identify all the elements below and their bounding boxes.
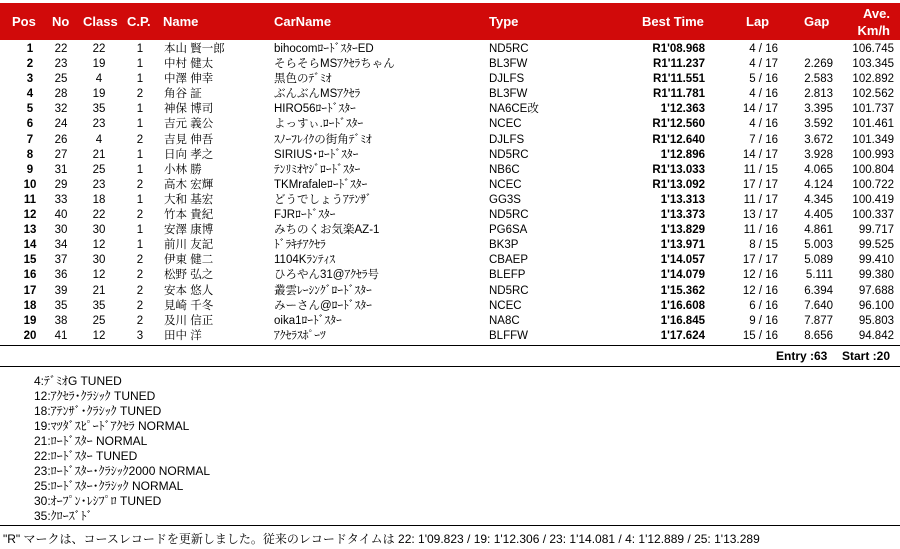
- cell-car: TKMrafaleﾛｰﾄﾞｽﾀｰ: [274, 178, 368, 191]
- cell-car: ｱｸｾﾗｽﾎﾟｰﾂ: [274, 329, 326, 342]
- cell-no: 30: [54, 224, 68, 237]
- cell-pos: 7: [26, 133, 34, 146]
- cell-type: GG3S: [489, 193, 521, 206]
- cell-lap: 11 / 15: [743, 163, 778, 176]
- cell-no: 24: [54, 118, 68, 131]
- cell-name: 安澤 康博: [164, 224, 214, 237]
- cell-class: 35: [92, 299, 106, 312]
- cell-lap: 14 / 17: [742, 103, 778, 116]
- results-table-body: [0, 42, 900, 344]
- cell-gap: 7.640: [804, 299, 833, 312]
- cell-gap: 7.877: [804, 314, 833, 327]
- table-row: [0, 102, 900, 117]
- cell-lap: 13 / 17: [742, 209, 778, 222]
- cell-best: 1'12.363: [660, 103, 705, 116]
- cell-class: 18: [92, 193, 106, 206]
- cell-best: 1'16.608: [660, 299, 705, 312]
- table-row: [0, 117, 900, 132]
- cell-cp: 1: [136, 73, 144, 86]
- table-row: [0, 314, 900, 329]
- cell-best: R1'11.237: [653, 58, 705, 71]
- cell-type: NCEC: [489, 118, 522, 131]
- legend-item: 18:ｱﾃﾝｻﾞ･ｸﾗｼｯｸ TUNED: [34, 404, 162, 418]
- table-row: [0, 238, 900, 253]
- col-carname: CarName: [274, 14, 332, 29]
- cell-no: 36: [54, 269, 68, 282]
- cell-best: 1'12.896: [660, 148, 705, 161]
- cell-type: PG6SA: [489, 224, 528, 237]
- cell-lap: 11 / 16: [743, 224, 778, 237]
- cell-cp: 1: [136, 148, 144, 161]
- cell-gap: 3.672: [804, 133, 833, 146]
- cell-ave: 101.461: [852, 118, 894, 131]
- cell-cp: 2: [136, 178, 144, 191]
- table-row: [0, 87, 900, 102]
- cell-pos: 3: [26, 73, 34, 86]
- cell-car: みーさん@ﾛｰﾄﾞｽﾀｰ: [274, 299, 372, 312]
- cell-pos: 15: [23, 254, 37, 267]
- cell-class: 35: [92, 103, 106, 116]
- cell-ave: 101.737: [852, 103, 894, 116]
- cell-gap: 4.065: [804, 163, 833, 176]
- cell-pos: 16: [23, 269, 37, 282]
- cell-car: 1104Kﾗﾝﾃｨｽ: [274, 254, 336, 267]
- cell-pos: 8: [26, 148, 34, 161]
- cell-lap: 17 / 17: [742, 178, 778, 191]
- cell-best: 1'13.373: [660, 209, 705, 222]
- table-row: [0, 163, 900, 178]
- cell-best: 1'13.971: [660, 239, 705, 252]
- table-row: [0, 178, 900, 193]
- cell-cp: 2: [136, 133, 144, 146]
- legend-item: 25:ﾛｰﾄﾞｽﾀｰ･ｸﾗｼｯｸ NORMAL: [34, 479, 184, 493]
- cell-pos: 19: [23, 314, 37, 327]
- cell-ave: 100.804: [852, 163, 894, 176]
- record-note: "R" マークは、コースレコードを更新しました。従来のレコードタイムは 22: 1'09.823 / 19: 1'12.306 / 23: 1'14.081 / 4: 1'12.889 / 25: 1'13.289: [3, 532, 760, 546]
- legend-item: 30:ｵｰﾌﾟﾝ･ﾚｼﾌﾟﾛ TUNED: [34, 494, 162, 508]
- cell-lap: 17 / 17: [742, 254, 778, 267]
- cell-cp: 2: [136, 314, 144, 327]
- cell-cp: 3: [136, 329, 144, 342]
- cell-best: R1'13.033: [652, 163, 705, 176]
- cell-car: ﾄﾞﾗｷﾁｱｸｾﾗ: [274, 239, 326, 252]
- legend-item: 35:ｸﾛｰｽﾞﾄﾞ: [34, 509, 93, 523]
- cell-ave: 102.562: [852, 88, 894, 101]
- cell-class: 30: [92, 254, 106, 267]
- cell-ave: 95.803: [858, 314, 894, 327]
- cell-gap: 5.003: [804, 239, 833, 252]
- cell-class: 4: [95, 73, 103, 86]
- table-bottom-rule: [0, 345, 900, 346]
- cell-ave: 100.722: [852, 178, 894, 191]
- cell-type: NCEC: [489, 178, 522, 191]
- cell-lap: 7 / 16: [749, 133, 778, 146]
- cell-type: ND5RC: [489, 43, 529, 55]
- cell-gap: 2.269: [804, 58, 833, 71]
- cell-name: 吉見 伸吾: [164, 133, 214, 146]
- cell-no: 28: [54, 88, 68, 101]
- cell-cp: 1: [136, 224, 144, 237]
- cell-type: BLFFW: [489, 329, 528, 342]
- cell-car: ｽﾉｰﾌﾚｲｸの街角ﾃﾞﾐｵ: [274, 133, 372, 146]
- cell-name: 大和 基宏: [164, 193, 214, 206]
- cell-car: よっすぃ.ﾛｰﾄﾞｽﾀｰ: [274, 118, 364, 131]
- results-table-header: [0, 3, 900, 40]
- cell-ave: 106.745: [852, 43, 894, 55]
- cell-car: HIRO56ﾛｰﾄﾞｽﾀｰ: [274, 103, 356, 116]
- cell-lap: 12 / 16: [742, 284, 778, 297]
- cell-class: 21: [92, 284, 106, 297]
- cell-lap: 15 / 16: [742, 329, 778, 342]
- cell-type: NB6C: [489, 163, 520, 176]
- table-row: [0, 208, 900, 223]
- cell-lap: 5 / 16: [749, 73, 778, 86]
- cell-no: 23: [54, 58, 68, 71]
- cell-ave: 99.525: [858, 239, 894, 252]
- cell-gap: 4.861: [804, 224, 833, 237]
- cell-no: 41: [54, 329, 68, 342]
- cell-type: NCEC: [489, 299, 522, 312]
- cell-pos: 5: [26, 103, 34, 116]
- cell-gap: 3.928: [804, 148, 833, 161]
- cell-no: 29: [54, 178, 68, 191]
- table-row: [0, 42, 900, 57]
- cell-no: 40: [54, 209, 68, 222]
- cell-cp: 1: [136, 103, 144, 116]
- col-ave-bottom: Km/h: [857, 23, 890, 38]
- cell-name: 本山 賢一郎: [164, 43, 225, 55]
- cell-cp: 1: [136, 239, 144, 252]
- col-type: Type: [489, 14, 519, 29]
- cell-car: ひろやん31@ｱｸｾﾗ号: [274, 269, 379, 282]
- legend-item: 23:ﾛｰﾄﾞｽﾀｰ･ｸﾗｼｯｸ2000 NORMAL: [34, 464, 211, 478]
- entry-count: Entry :63: [776, 349, 828, 363]
- cell-pos: 17: [23, 284, 37, 297]
- cell-best: 1'14.079: [660, 269, 705, 282]
- col-name: Name: [163, 14, 199, 29]
- cell-gap: 2.813: [804, 88, 833, 101]
- cell-name: 日向 孝之: [164, 148, 214, 161]
- cell-class: 4: [95, 133, 103, 146]
- table-row: [0, 284, 900, 299]
- cell-no: 25: [54, 73, 68, 86]
- cell-no: 38: [54, 314, 68, 327]
- cell-type: ND5RC: [489, 148, 529, 161]
- cell-class: 25: [92, 163, 106, 176]
- cell-best: 1'13.829: [660, 224, 705, 237]
- cell-class: 23: [92, 118, 106, 131]
- cell-class: 21: [92, 148, 106, 161]
- col-pos: Pos: [12, 14, 36, 29]
- cell-gap: 4.405: [804, 209, 833, 222]
- cell-no: 34: [54, 239, 68, 252]
- cell-lap: 6 / 16: [749, 299, 778, 312]
- cell-cp: 1: [136, 193, 144, 206]
- cell-pos: 1: [26, 43, 34, 55]
- cell-best: 1'16.845: [660, 314, 705, 327]
- cell-cp: 2: [136, 269, 144, 282]
- cell-best: R1'12.560: [652, 118, 705, 131]
- cell-type: DJLFS: [489, 133, 525, 146]
- cell-ave: 100.419: [852, 193, 894, 206]
- cell-best: R1'12.640: [652, 133, 705, 146]
- cell-car: oika1ﾛｰﾄﾞｽﾀｰ: [274, 314, 342, 327]
- cell-pos: 14: [23, 239, 37, 252]
- cell-name: 田中 洋: [164, 329, 202, 342]
- cell-lap: 4 / 16: [749, 43, 778, 55]
- cell-pos: 20: [23, 329, 37, 342]
- cell-type: BL3FW: [489, 88, 528, 101]
- cell-type: ND5RC: [489, 209, 529, 222]
- cell-lap: 4 / 16: [749, 88, 778, 101]
- cell-gap: 6.394: [804, 284, 833, 297]
- cell-class: 12: [92, 329, 106, 342]
- cell-class: 12: [92, 269, 106, 282]
- cell-class: 19: [92, 58, 106, 71]
- legend-item: 19:ﾏﾂﾀﾞｽﾋﾟｰﾄﾞｱｸｾﾗ NORMAL: [34, 419, 190, 433]
- cell-cp: 2: [136, 299, 144, 312]
- cell-ave: 99.410: [858, 254, 894, 267]
- cell-best: 1'13.313: [660, 193, 705, 206]
- table-row: [0, 148, 900, 163]
- cell-lap: 4 / 16: [749, 118, 778, 131]
- cell-car: 黒色のﾃﾞﾐｵ: [274, 73, 332, 86]
- cell-name: 前川 友記: [164, 239, 214, 252]
- col-class: Class: [83, 14, 118, 29]
- cell-ave: 100.337: [852, 209, 894, 222]
- cell-name: 松野 弘之: [164, 269, 214, 282]
- cell-ave: 99.380: [858, 269, 894, 282]
- cell-ave: 100.993: [852, 148, 894, 161]
- col-ave: [858, 5, 891, 39]
- cell-class: 23: [92, 178, 106, 191]
- cell-no: 39: [54, 284, 68, 297]
- cell-lap: 8 / 15: [749, 239, 778, 252]
- cell-type: BK3P: [489, 239, 519, 252]
- cell-car: みちのくお気楽AZ-1: [274, 224, 380, 237]
- cell-car: ぶんぶんMSｱｸｾﾗ: [274, 88, 361, 101]
- table-row: [0, 299, 900, 314]
- cell-gap: 8.656: [804, 329, 833, 342]
- table-row: [0, 72, 900, 87]
- start-count: Start :20: [842, 349, 891, 363]
- cell-ave: 97.688: [858, 284, 894, 297]
- table-row: [0, 268, 900, 283]
- cell-pos: 11: [23, 193, 37, 206]
- cell-pos: 4: [26, 88, 34, 101]
- cell-no: 33: [54, 193, 68, 206]
- cell-cp: 1: [136, 163, 144, 176]
- cell-pos: 9: [26, 163, 34, 176]
- cell-class: 22: [92, 209, 106, 222]
- cell-ave: 101.349: [852, 133, 894, 146]
- cell-cp: 2: [136, 284, 144, 297]
- cell-name: 伊東 健二: [164, 254, 214, 267]
- cell-best: R1'08.968: [652, 43, 705, 55]
- cell-name: 見崎 千冬: [164, 299, 214, 312]
- cell-pos: 13: [23, 224, 37, 237]
- summary-rule: [0, 366, 900, 367]
- cell-class: 12: [92, 239, 106, 252]
- cell-pos: 2: [26, 58, 34, 71]
- cell-gap: 2.583: [804, 73, 833, 86]
- legend-item: 4:ﾃﾞﾐｵG TUNED: [34, 374, 122, 388]
- col-gap: Gap: [804, 14, 830, 29]
- cell-car: どうでしょうｱﾃﾝｻﾞ: [274, 193, 372, 206]
- cell-name: 竹本 貴紀: [164, 209, 214, 222]
- cell-name: 吉元 義公: [164, 118, 214, 131]
- cell-no: 26: [54, 133, 68, 146]
- cell-best: R1'11.781: [653, 88, 705, 101]
- cell-cp: 1: [136, 43, 144, 55]
- cell-cp: 1: [136, 58, 144, 71]
- cell-no: 22: [54, 43, 68, 55]
- cell-pos: 12: [23, 209, 37, 222]
- cell-lap: 11 / 17: [743, 193, 778, 206]
- col-ave-top: Ave.: [863, 6, 890, 21]
- cell-type: CBAEP: [489, 254, 528, 267]
- legend-item: 22:ﾛｰﾄﾞｽﾀｰ TUNED: [34, 449, 138, 463]
- cell-gap: 5.111: [805, 269, 833, 282]
- cell-name: 安本 悠人: [164, 284, 214, 297]
- cell-car: ﾃﾝﾘﾐｵﾔｼﾞﾛｰﾄﾞｽﾀｰ: [274, 163, 361, 176]
- footer-rule: [0, 525, 900, 526]
- cell-gap: 5.089: [804, 254, 833, 267]
- cell-type: ND5RC: [489, 284, 529, 297]
- cell-car: FJRﾛｰﾄﾞｽﾀｰ: [274, 209, 336, 222]
- cell-car: そらそらMSｱｸｾﾗちゃん: [274, 58, 395, 71]
- col-lap: Lap: [746, 14, 770, 29]
- cell-lap: 4 / 17: [749, 58, 778, 71]
- cell-no: 32: [54, 103, 68, 116]
- cell-class: 22: [92, 43, 106, 55]
- table-row: [0, 133, 900, 148]
- cell-car: SIRIUS･ﾛｰﾄﾞｽﾀｰ: [274, 148, 359, 161]
- table-row: [0, 253, 900, 268]
- cell-type: BL3FW: [489, 58, 528, 71]
- cell-name: 中村 健太: [164, 58, 214, 71]
- cell-name: 神保 博司: [164, 103, 214, 116]
- cell-no: 31: [54, 163, 68, 176]
- cell-name: 高木 宏輝: [164, 178, 214, 191]
- cell-no: 27: [54, 148, 68, 161]
- cell-gap: 3.395: [804, 103, 833, 116]
- col-best-time: Best Time: [642, 14, 704, 29]
- cell-ave: 102.892: [852, 73, 894, 86]
- cell-class: 30: [92, 224, 106, 237]
- cell-best: 1'14.057: [660, 254, 705, 267]
- cell-name: 角谷 証: [164, 88, 202, 101]
- cell-type: NA8C: [489, 314, 520, 327]
- cell-no: 35: [54, 299, 68, 312]
- col-cp: C.P.: [127, 14, 151, 29]
- cell-cp: 1: [136, 118, 144, 131]
- cell-car: bihocomﾛｰﾄﾞｽﾀｰED: [274, 43, 374, 55]
- cell-gap: 4.345: [804, 193, 833, 206]
- cell-gap: 4.124: [804, 178, 833, 191]
- cell-type: DJLFS: [489, 73, 525, 86]
- cell-pos: 6: [26, 118, 34, 131]
- cell-cp: 2: [136, 254, 144, 267]
- cell-car: 叢雲ﾚｰｼﾝｸﾞﾛｰﾄﾞｽﾀｰ: [274, 284, 372, 297]
- cell-best: R1'11.551: [653, 73, 705, 86]
- table-row: [0, 193, 900, 208]
- cell-lap: 9 / 16: [749, 314, 778, 327]
- cell-name: 中澤 伸幸: [164, 73, 214, 86]
- cell-best: 1'17.624: [660, 329, 705, 342]
- cell-ave: 94.842: [858, 329, 894, 342]
- cell-class: 19: [92, 88, 106, 101]
- cell-name: 及川 信正: [164, 314, 214, 327]
- cell-type: NA6CE改: [489, 103, 539, 116]
- cell-lap: 14 / 17: [742, 148, 778, 161]
- cell-cp: 2: [136, 209, 144, 222]
- cell-best: 1'15.362: [660, 284, 705, 297]
- cell-pos: 18: [23, 299, 37, 312]
- cell-lap: 12 / 16: [742, 269, 778, 282]
- cell-type: BLEFP: [489, 269, 526, 282]
- cell-ave: 103.345: [852, 58, 894, 71]
- class-legend: [34, 374, 210, 524]
- legend-item: 12:ｱｸｾﾗ･ｸﾗｼｯｸ TUNED: [34, 389, 156, 403]
- cell-name: 小林 勝: [164, 163, 202, 176]
- table-row: [0, 329, 900, 344]
- cell-best: R1'13.092: [652, 178, 705, 191]
- cell-no: 37: [54, 254, 68, 267]
- table-row: [0, 223, 900, 238]
- cell-class: 25: [92, 314, 106, 327]
- cell-cp: 2: [136, 88, 144, 101]
- col-no: No: [52, 14, 70, 29]
- cell-ave: 99.717: [858, 224, 894, 237]
- legend-item: 21:ﾛｰﾄﾞｽﾀｰ NORMAL: [34, 434, 148, 448]
- table-row: [0, 57, 900, 72]
- cell-pos: 10: [23, 178, 37, 191]
- cell-gap: 3.592: [804, 118, 833, 131]
- cell-ave: 96.100: [858, 299, 894, 312]
